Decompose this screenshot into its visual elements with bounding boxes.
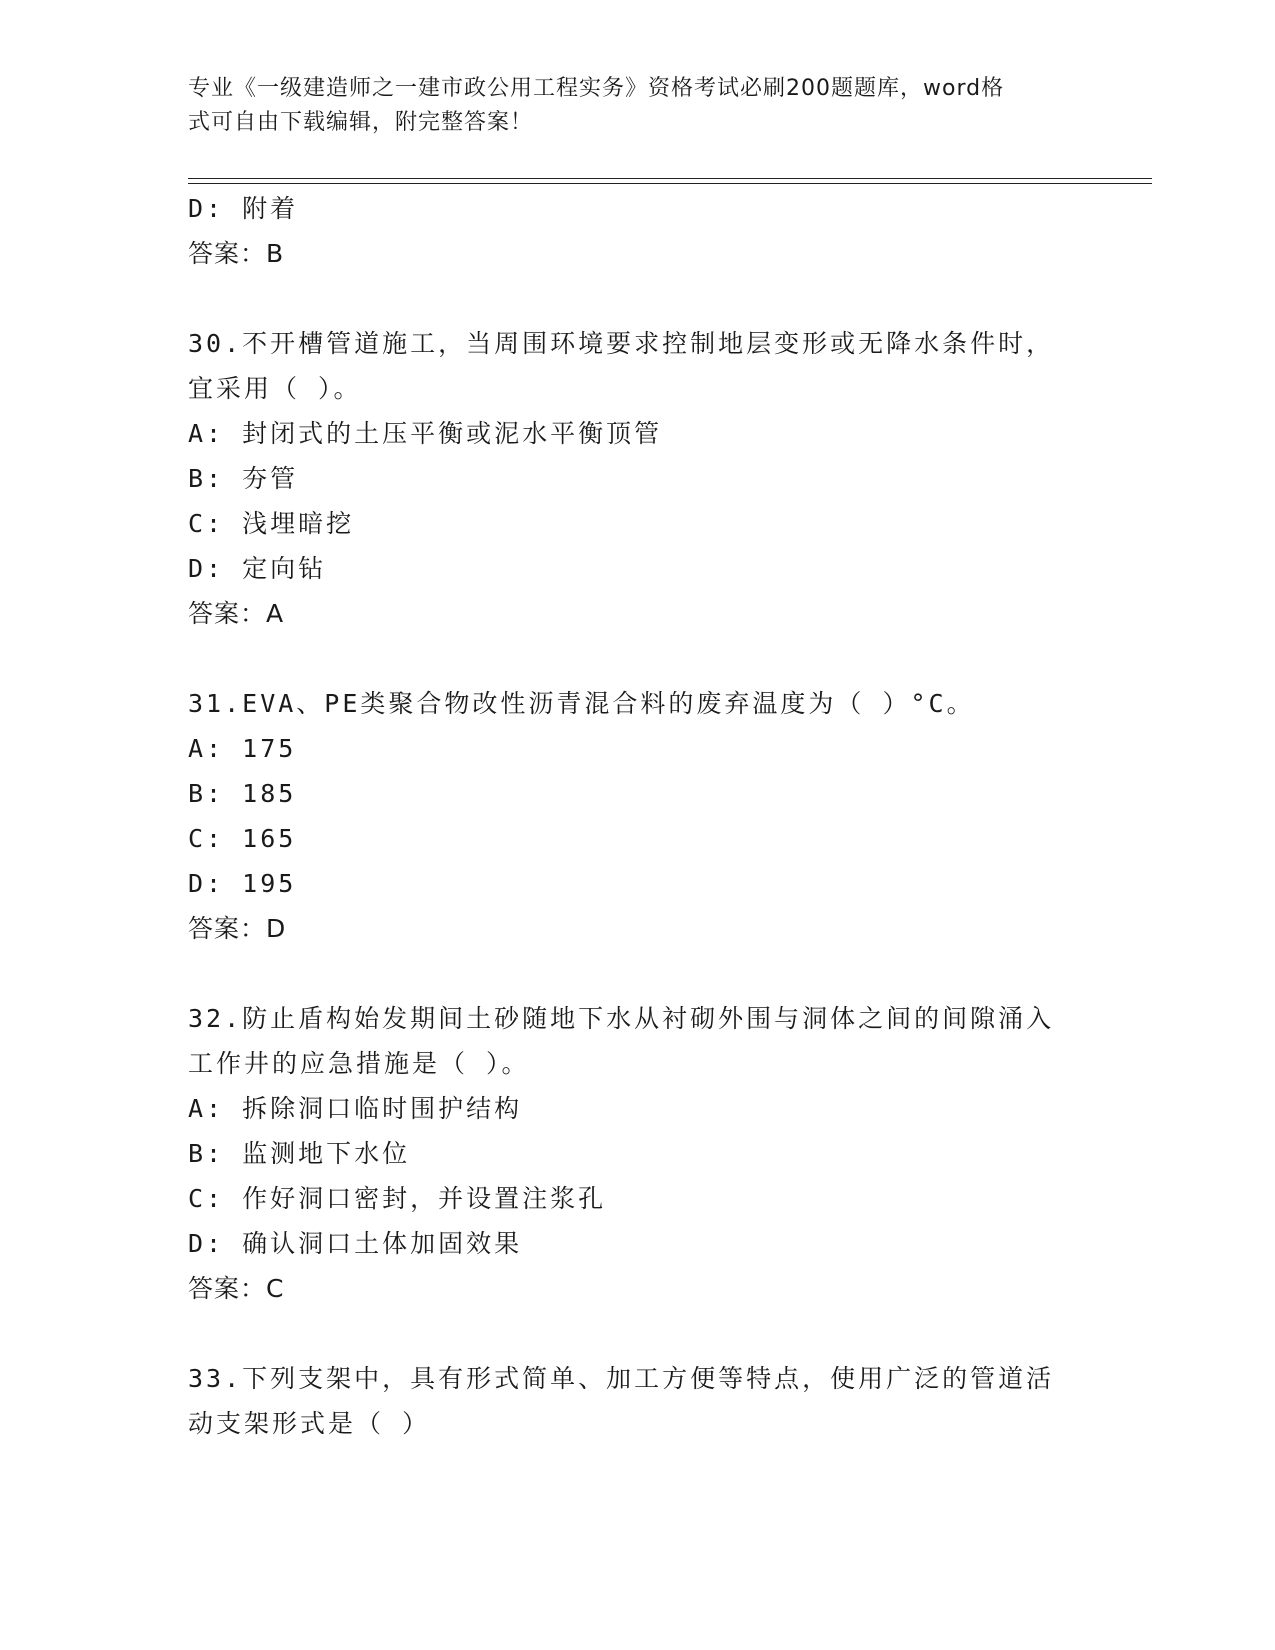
q31-option-a: A: 175 xyxy=(188,734,297,763)
prev-answer: 答案：B xyxy=(188,239,285,268)
q32-option-c: C: 作好洞口密封，并设置注浆孔 xyxy=(188,1184,607,1213)
q30-option-d: D: 定向钻 xyxy=(188,554,327,583)
q31-option-c: C: 165 xyxy=(188,824,297,853)
q31-option-d: D: 195 xyxy=(188,869,297,898)
header-line-1: 专业《一级建造师之一建市政公用工程实务》资格考试必刷200题题库，word格 xyxy=(188,76,1005,101)
q33-stem-line-1: 33.下列支架中，具有形式简单、加工方便等特点，使用广泛的管道活 xyxy=(188,1364,1055,1393)
q32-option-b: B: 监测地下水位 xyxy=(188,1139,411,1168)
q30-option-a: A: 封闭式的土压平衡或泥水平衡顶管 xyxy=(188,419,663,448)
document-header xyxy=(188,72,1068,140)
q30-option-b: B: 夯管 xyxy=(188,464,299,493)
q31-option-b: B: 185 xyxy=(188,779,297,808)
header-divider-top xyxy=(188,178,1152,179)
q30-answer: 答案：A xyxy=(188,599,285,628)
q31-stem-line-1: 31.EVA、PE类聚合物改性沥青混合料的废弃温度为（ ）°C。 xyxy=(188,689,975,718)
header-line-2: 式可自由下载编辑，附完整答案！ xyxy=(188,110,534,135)
q32-answer: 答案：C xyxy=(188,1274,285,1303)
q32-option-d: D: 确认洞口土体加固效果 xyxy=(188,1229,523,1258)
q32-option-a: A: 拆除洞口临时围护结构 xyxy=(188,1094,523,1123)
prev-option-d: D: 附着 xyxy=(188,194,299,223)
q30-stem-line-2: 宜采用（ ）。 xyxy=(188,374,362,403)
q30-option-c: C: 浅埋暗挖 xyxy=(188,509,355,538)
q32-stem-line-1: 32.防止盾构始发期间土砂随地下水从衬砌外围与洞体之间的间隙涌入 xyxy=(188,1004,1055,1033)
q31-answer: 答案：D xyxy=(188,914,287,943)
q30-stem-line-1: 30.不开槽管道施工，当周围环境要求控制地层变形或无降水条件时， xyxy=(188,329,1055,358)
header-divider-bottom xyxy=(188,183,1152,184)
q33-stem-line-2: 动支架形式是（ ） xyxy=(188,1409,431,1438)
q32-stem-line-2: 工作井的应急措施是（ ）。 xyxy=(188,1049,530,1078)
